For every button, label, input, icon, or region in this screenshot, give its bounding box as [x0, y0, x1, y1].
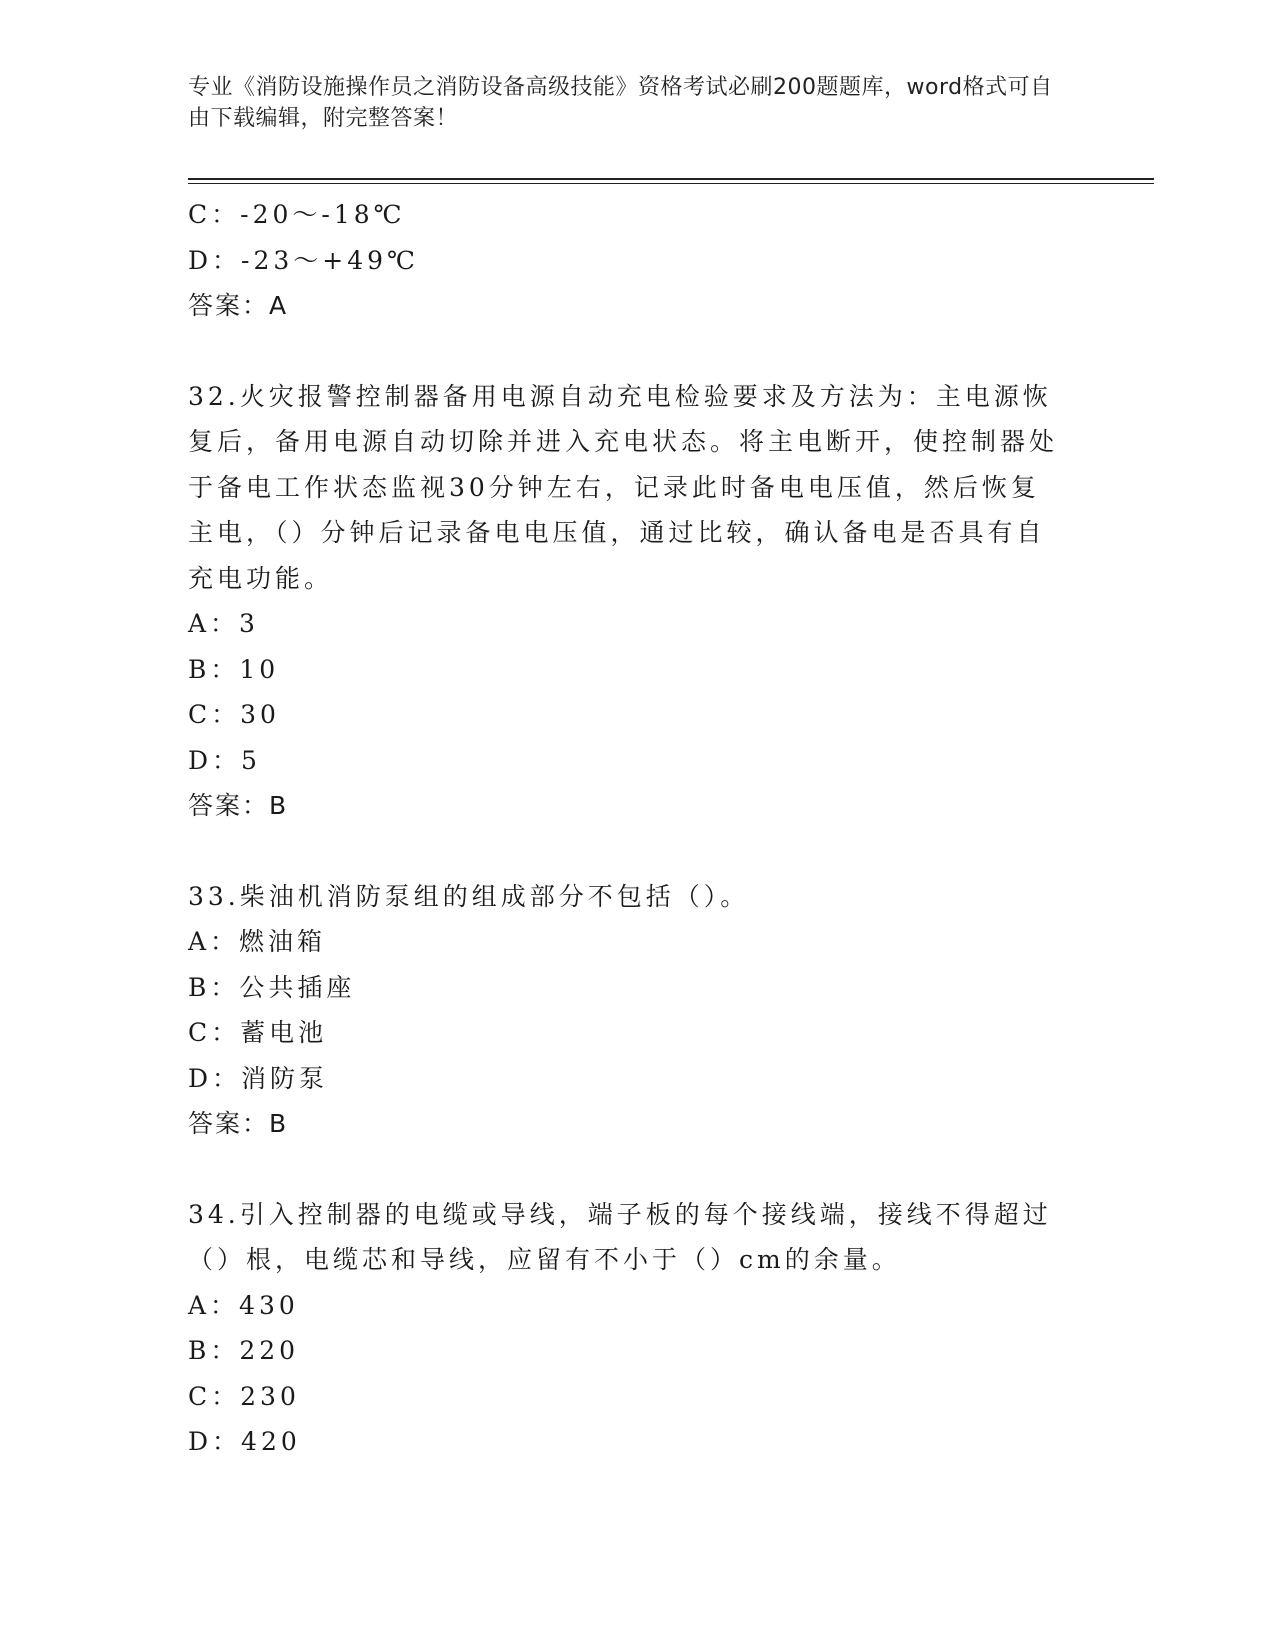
option-b: B：公共插座	[188, 972, 356, 1002]
answer-line: 答案：B	[188, 791, 289, 820]
question-content	[188, 192, 1088, 1465]
question-33	[188, 874, 1088, 1147]
option-c: C：30	[188, 700, 280, 729]
option-c: C：蓄电池	[188, 1018, 328, 1047]
answer-line: 答案：B	[188, 1109, 289, 1138]
option-b: B：10	[188, 654, 280, 684]
option-a: A：燃油箱	[188, 927, 327, 956]
option-c: C：230	[188, 1381, 300, 1411]
question-stem: 34.引入控制器的电缆或导线，端子板的每个接线端，接线不得超过（）根，电缆芯和导线，应留有不小于（）cm的余量。	[188, 1199, 1052, 1274]
option-d: D：消防泵	[188, 1063, 329, 1093]
question-stem: 32.火灾报警控制器备用电源自动充电检验要求及方法为：主电源恢复后，备用电源自动切除并进入充电状态。将主电断开，使控制器处于备电工作状态监视30分钟左右，记录此时备电电压值，然后恢复主电，（）分钟后记录备电电压值，通过比较，确认备电是否具有自充电功能。	[188, 381, 1059, 593]
question-stem: 33.柴油机消防泵组的组成部分不包括（）。	[188, 881, 750, 911]
spacer	[188, 329, 1088, 374]
option-d: D：5	[188, 745, 261, 775]
spacer	[188, 1147, 1088, 1192]
question-34	[188, 1192, 1088, 1465]
option-c: C：-20～-18℃	[188, 200, 406, 229]
answer-line: 答案：A	[188, 291, 289, 320]
question-32	[188, 374, 1088, 829]
header-divider	[188, 178, 1154, 180]
option-a: A：430	[188, 1290, 299, 1320]
spacer	[188, 829, 1088, 874]
header-divider-thin	[188, 183, 1154, 184]
option-d: D：-23～+49℃	[188, 245, 420, 275]
option-d: D：420	[188, 1427, 301, 1456]
option-b: B：220	[188, 1336, 300, 1365]
document-header: 专业《消防设施操作员之消防设备高级技能》资格考试必刷200题题库，word格式可自由下载编辑，附完整答案！	[188, 75, 1053, 131]
prev-question-block	[188, 192, 1088, 329]
option-a: A：3	[188, 609, 259, 638]
